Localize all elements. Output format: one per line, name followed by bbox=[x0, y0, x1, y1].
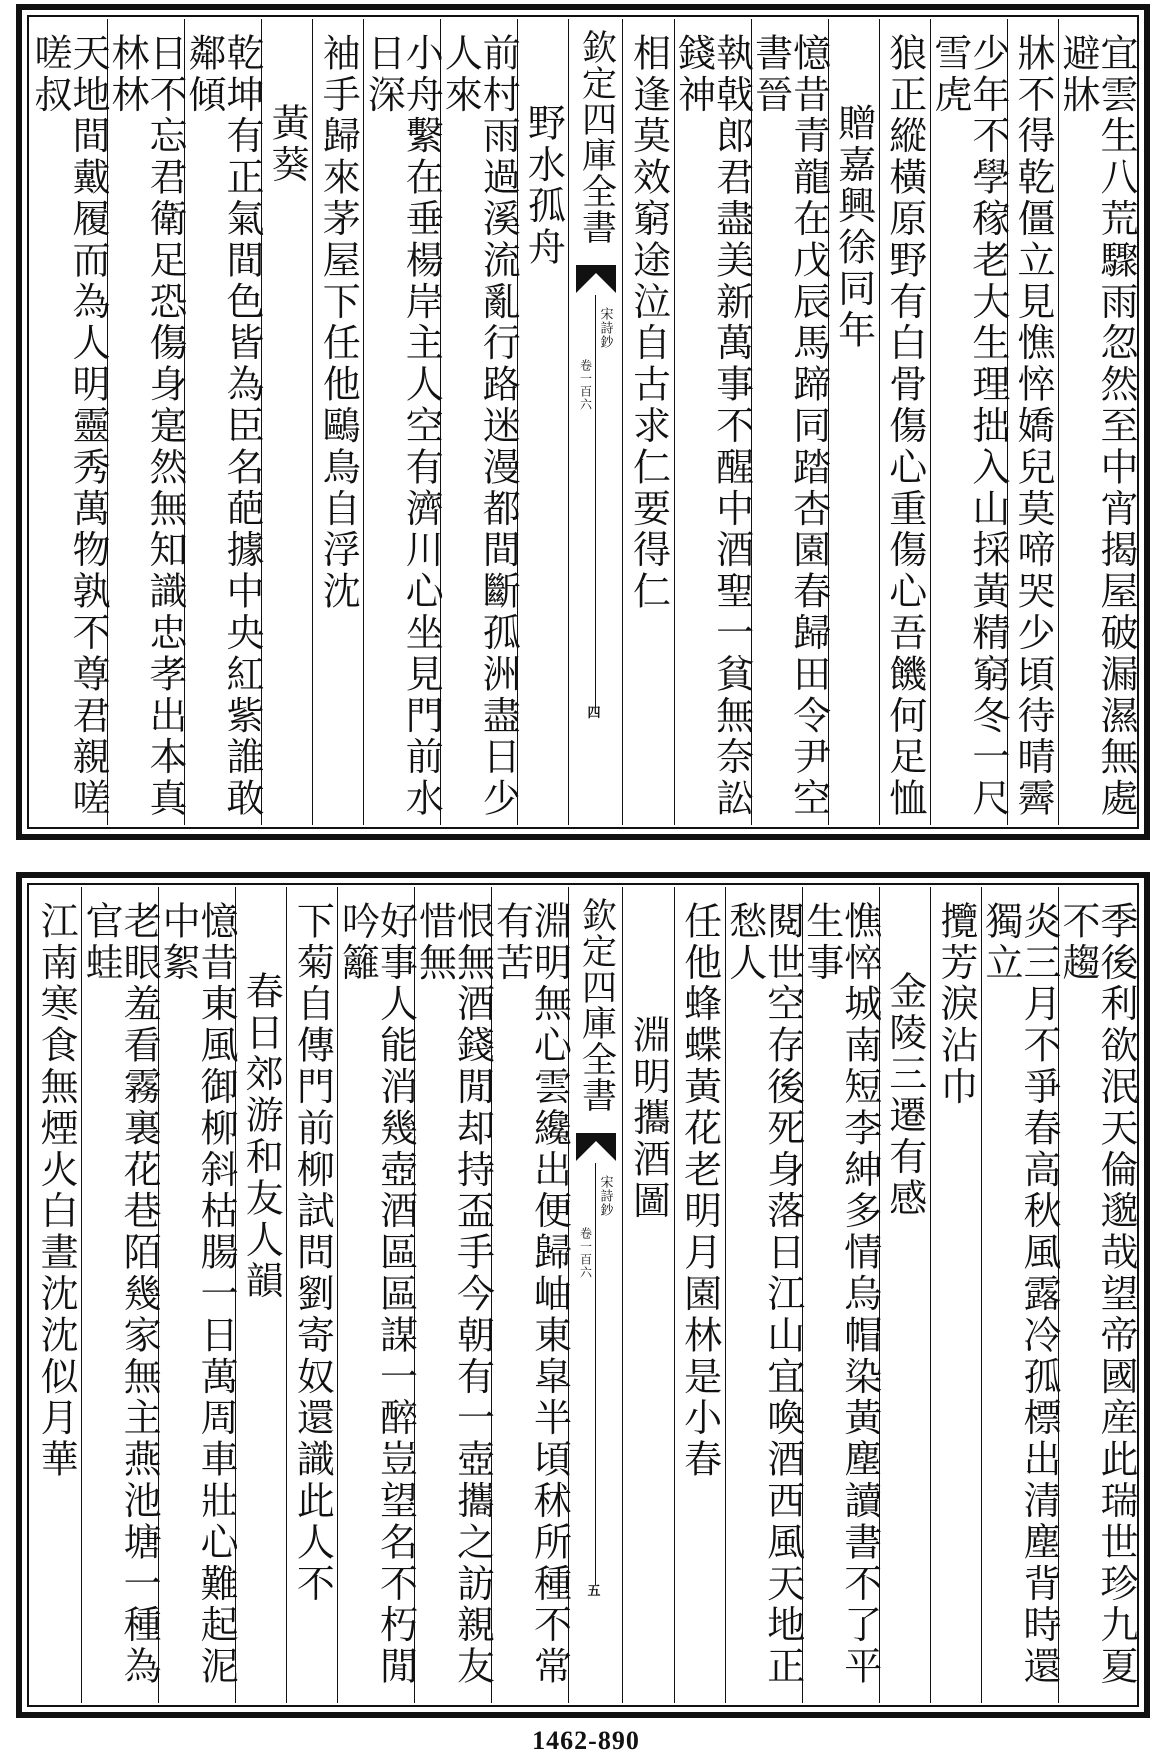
center-colophon-column bbox=[568, 887, 622, 1703]
text-column: 日不忘君衛足恐傷身寔然無知識忠孝出本真林林 bbox=[107, 19, 184, 825]
text-column: 袖手歸來茅屋下任他鷗鳥自浮沈 bbox=[312, 19, 363, 825]
text-column: 乾坤有正氣間色皆為臣名葩據中央紅紫誰敢鄰傾 bbox=[184, 19, 261, 825]
text-column: 憶昔東風御柳斜枯腸一日萬周車壯心難起泥中絮 bbox=[158, 887, 235, 1703]
text-column: 牀不得乾僵立見憔悴嬌兒莫啼哭少頃待晴霽 bbox=[1007, 19, 1058, 825]
text-column: 憶昔青龍在戊辰馬蹄同踏杏園春歸田令尹空書晉 bbox=[751, 19, 828, 825]
upper-page-leaf bbox=[16, 4, 1150, 840]
text-column: 季後利欲泯天倫邈哉望帝國産此瑞世珍九夏不趨 bbox=[1058, 887, 1135, 1703]
juan-number: 卷一百六 bbox=[578, 359, 593, 411]
fish-tail-mark-icon bbox=[576, 1127, 616, 1161]
center-rule bbox=[595, 295, 596, 707]
lower-page-leaf bbox=[16, 872, 1150, 1718]
text-column: 淵明無心雲纔出便歸岫東皐半頃秫所種不常有苦 bbox=[491, 887, 568, 1703]
book-title: 宋詩鈔 bbox=[597, 1175, 613, 1217]
upper-text-columns bbox=[28, 19, 1138, 825]
page-code: 1462-890 bbox=[532, 1726, 640, 1755]
folio-number: 四 bbox=[587, 706, 601, 721]
poem-title: 春日郊游和友人韻 bbox=[235, 887, 286, 1703]
poem-title: 贈嘉興徐同年 bbox=[828, 19, 879, 825]
poem-title: 野水孤舟 bbox=[517, 19, 568, 825]
poem-title: 黃葵 bbox=[261, 19, 312, 825]
text-column: 老眼羞看霧裏花巷陌幾家無主燕池塘一種為官蛙 bbox=[81, 887, 158, 1703]
text-column: 炎三月不爭春高秋風露冷孤標出清塵背時還獨立 bbox=[981, 887, 1058, 1703]
folio-number: 五 bbox=[587, 1584, 601, 1599]
text-column: 小舟繫在垂楊岸主人空有濟川心坐見門前水日深 bbox=[363, 19, 440, 825]
text-column: 江南寒食無煙火白晝沈沈似月華 bbox=[34, 901, 79, 1481]
text-column: 好事人能消幾壺酒區區謀一醉豈望名不朽閒吟籬 bbox=[337, 887, 414, 1703]
library-title: 欽定四庫全書 bbox=[576, 897, 617, 1113]
center-rule bbox=[595, 1163, 596, 1585]
poem-title: 金陵三遷有感 bbox=[879, 887, 930, 1703]
center-colophon-column bbox=[568, 19, 622, 825]
text-column: 少年不學稼老大生理拙入山採黃精窮冬一尺雪虎 bbox=[930, 19, 1007, 825]
text-column: 前村雨過溪流亂行路迷漫都間斷孤洲盡日少人來 bbox=[440, 19, 517, 825]
text-column: 下菊自傳門前柳試問劉寄奴還識此人不 bbox=[286, 887, 337, 1703]
text-column: 閱世空存後死身落日江山宜喚酒西風天地正愁人 bbox=[725, 887, 802, 1703]
text-column: 天地間戴履而為人明靈秀萬物孰不尊君親嗟嗟叔 bbox=[28, 33, 111, 820]
text-column: 任他蜂蝶黃花老明月園林是小春 bbox=[674, 887, 725, 1703]
book-title: 宋詩鈔 bbox=[597, 307, 613, 349]
juan-number: 卷一百六 bbox=[578, 1227, 593, 1279]
poem-title: 淵明攜酒圖 bbox=[622, 887, 673, 1703]
lower-text-columns bbox=[31, 887, 1138, 1703]
text-column: 憔悴城南短李紳多情烏帽染黃塵讀書不了平生事 bbox=[802, 887, 879, 1703]
text-column: 宜雲生八荒驟雨忽然至中宵揭屋破漏濕無處避牀 bbox=[1058, 19, 1135, 825]
fish-tail-mark-icon bbox=[576, 259, 616, 293]
text-column: 恨無酒錢閒却持盃手今朝有一壺攜之訪親友惜無 bbox=[414, 887, 491, 1703]
text-column: 狼正縱橫原野有白骨傷心重傷心吾饑何足恤 bbox=[879, 19, 930, 825]
library-title: 欽定四庫全書 bbox=[576, 29, 617, 245]
text-column: 攬芳淚沾巾 bbox=[930, 887, 981, 1703]
text-column: 執戟郎君盡美新萬事不醒中酒聖一貧無奈訟錢神 bbox=[674, 19, 751, 825]
text-column: 相逢莫效窮途泣自古求仁要得仁 bbox=[622, 19, 673, 825]
